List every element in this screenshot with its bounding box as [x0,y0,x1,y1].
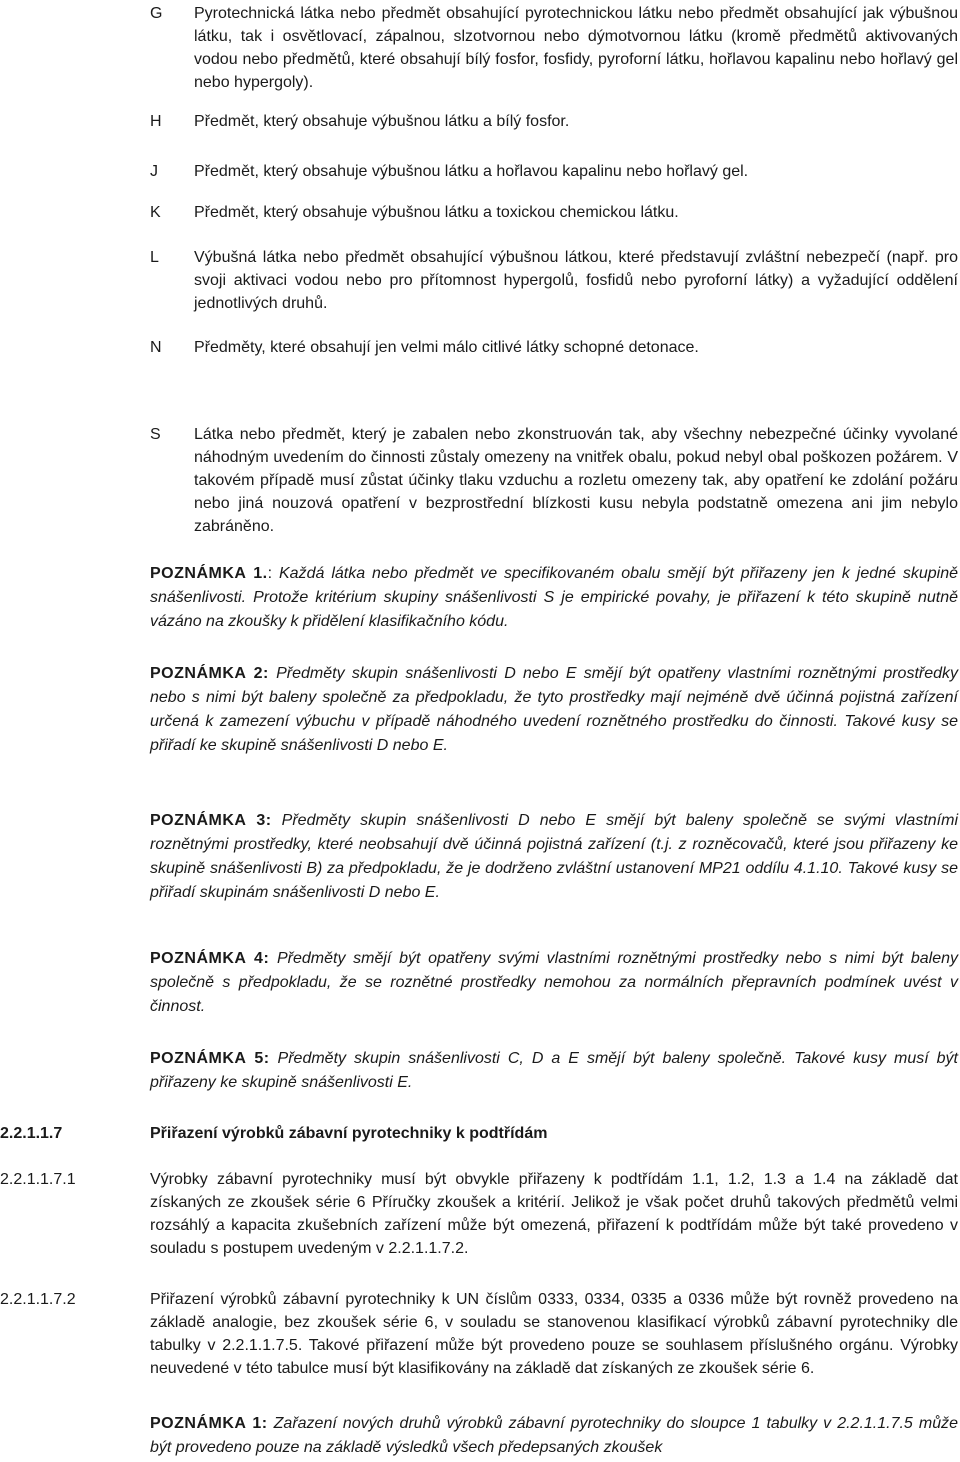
note-5 [150,1047,958,1095]
section-title: Přiřazení výrobků zábavní pyrotechniky k podtřídám [150,1125,548,1142]
note-text: Každá látka nebo předmět ve specifikovaném obalu smějí být přiřazeny jen k jedné skupině snášenlivosti. Protože kritérium skupiny snášenlivosti S je empirické povahy, je přiřazení k této skupině nutně vázáno na zkoušky k přidělení klasifikačního kódu. [150,565,958,630]
final-note [150,1412,958,1460]
subsection-number: 2.2.1.1.7.1 [0,1171,76,1188]
note-label: POZNÁMKA 1. [150,565,268,582]
note-text: Předměty skupin snášenlivosti D nebo E smějí být baleny společně se svými vlastními roznětnými prostředky, které neobsahují dvě účinná pojistná zařízení (t.j. z rozněcovačů, které jsou přiřazeny ke skupině snášenlivosti B) za předpokladu, že je dodrženo zvláštní ustanovení MP21 oddílu 4.1.10. Takové kusy se přiřadí skupinám snášenlivosti D nebo E. [150,812,959,901]
note-2 [150,662,958,758]
group-letter: N [150,339,162,356]
note-separator: : [267,565,273,582]
group-description: Pyrotechnická látka nebo předmět obsahující pyrotechnickou látku nebo předmět obsahující jak výbušnou látku, tak i osvětlovací, zápalnou, slzotvornou nebo dýmotvornou látku (kromě předmětů aktivovaných vodou nebo předmětů, které obsahují bílý fosfor, fosfidy, pyroforní látku, hořlavou kapalinu nebo hořlavý gel nebo hypergoly). [194,5,958,91]
note-4 [150,947,958,1019]
note-label: POZNÁMKA 5: [150,1050,270,1067]
note-label: POZNÁMKA 3: [150,812,272,829]
note-text: Předměty skupin snášenlivosti D nebo E smějí být opatřeny vlastními roznětnými prostředky nebo s nimi být baleny společně za předpokladu, že tyto prostředky mají nejméně dvě účinná pojistná zařízení určená k zamezení výbuchu v případě náhodného uvedení roznětného prostředku do činnosti. Takové kusy se přiřadí ke skupině snášenlivosti D nebo E. [150,665,959,754]
note-text: Předměty skupin snášenlivosti C, D a E smějí být baleny společně. Takové kusy musí být přiřazeny ke skupině snášenlivosti E. [150,1050,959,1091]
group-letter: J [150,163,158,180]
group-letter: K [150,204,161,221]
note-label: POZNÁMKA 1: [150,1415,268,1432]
group-description: Předmět, který obsahuje výbušnou látku a bílý fosfor. [194,113,570,130]
group-description: Předmět, který obsahuje výbušnou látku a hořlavou kapalinu nebo hořlavý gel. [194,163,749,180]
note-text: Předměty smějí být opatřeny svými vlastními roznětnými prostředky nebo s nimi být baleny společně s předpokladu, že se roznětné prostředky nemohou za normálních přepravních podmínek uvést v činnost. [150,950,959,1015]
subsection-text: Výrobky zábavní pyrotechniky musí být obvykle přiřazeny k podtřídám 1.1, 1.2, 1.3 a 1.4 na základě dat získaných ze zkoušek série 6 Příručky zkoušek a kritérií. Jelikož je však počet druhů takových předmětů velmi rozsáhlý a kapacita zkušebních zařízení může být omezená, přiřazení k podtřídám může být také provedeno v souladu s postupem uvedeným v 2.2.1.1.7.2. [150,1171,958,1257]
group-description: Předměty, které obsahují jen velmi málo citlivé látky schopné detonace. [194,339,699,356]
note-label: POZNÁMKA 2: [150,665,269,682]
group-letter: H [150,113,162,130]
group-description: Látka nebo předmět, který je zabalen nebo zkonstruován tak, aby všechny nebezpečné účinky vyvolané náhodným uvedením do činnosti zůstaly omezeny na vnitřek obalu, pokud nebyl obal poškozen požárem. V takovém případě musí zůstat účinky tlaku vzduchu a rozletu omezeny tak, aby opatření ke zdolání požáru nebo jiná nouzová opatření v bezprostřední blízkosti kusu nebyla podstatně omezena ani jim nebylo zabráněno. [194,426,958,535]
group-letter: S [150,426,161,443]
note-3 [150,809,958,905]
group-description: Výbušná látka nebo předmět obsahující výbušnou látkou, které představují zvláštní nebezpečí (např. pro svoji aktivaci vodou nebo pro přítomnost hypergolů, fosfidů nebo pyroforní látky) a vyžadující oddělení jednotlivých druhů. [194,249,958,312]
group-letter: L [150,249,159,266]
subsection-number: 2.2.1.1.7.2 [0,1291,76,1308]
note-text: Zařazení nových druhů výrobků zábavní pyrotechniky do sloupce 1 tabulky v 2.2.1.1.7.5 může být provedeno pouze na základě výsledků všech předepsaných zkoušek [150,1415,958,1456]
group-description: Předmět, který obsahuje výbušnou látku a toxickou chemickou látku. [194,204,679,221]
note-1 [150,562,958,634]
section-number: 2.2.1.1.7 [0,1125,63,1142]
note-label: POZNÁMKA 4: [150,950,270,967]
group-letter: G [150,5,163,22]
subsection-text: Přiřazení výrobků zábavní pyrotechniky k UN číslům 0333, 0334, 0335 a 0336 může být rovněž provedeno na základě analogie, bez zkoušek série 6, v souladu se stanovenou klasifikací výrobků zábavní pyrotechniky dle tabulky v 2.2.1.1.7.5. Takové přiřazení může být provedeno pouze se souhlasem příslušného orgánu. Výrobky neuvedené v této tabulce musí být klasifikovány na základě dat získaných ze zkoušek série 6. [150,1291,958,1377]
